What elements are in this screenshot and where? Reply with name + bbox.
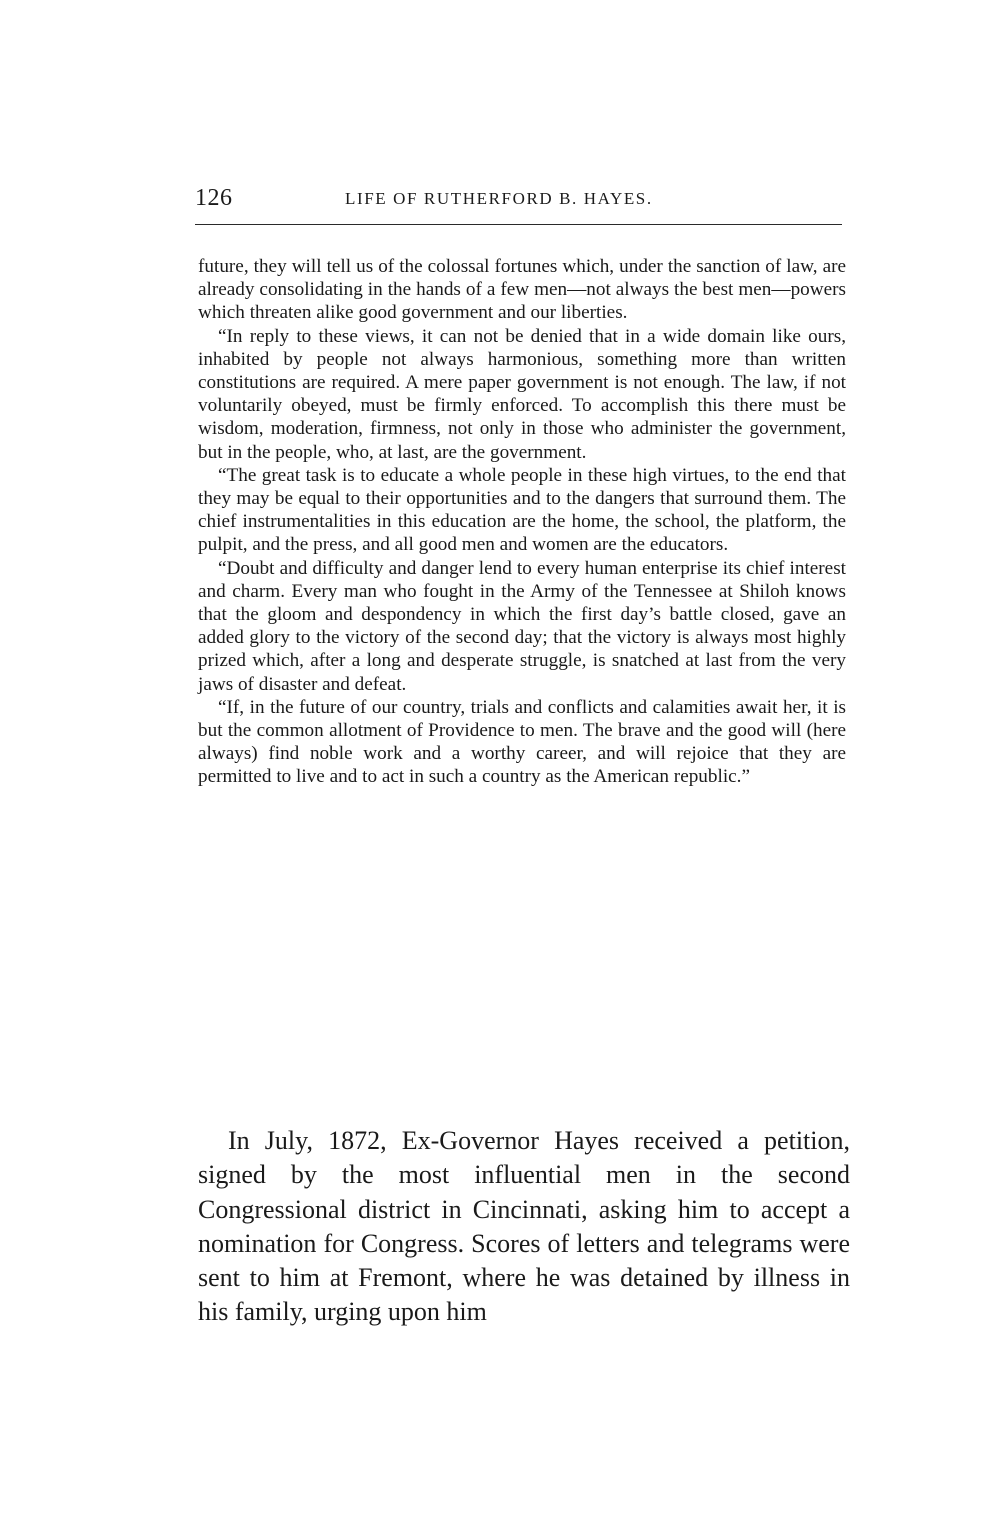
quote-paragraph: “The great task is to educate a whole people in these high virtues, to the end that they may be equal to their opportunities and to the dangers that surround them. The chief instrumentalities in this education are the home, the school, the platform, the pulpit, and the press, and all good men and women are the educators. bbox=[198, 464, 846, 556]
quoted-speech bbox=[198, 255, 846, 789]
body-paragraph: In July, 1872, Ex-Governor Hayes received a petition, signed by the most influential men in the second Congressional district in Cincinnati, asking him to accept a nomination for Congress. Scores of letters and telegrams were sent to him at Fremont, where he was detained by illness in his family, urging upon him bbox=[198, 1126, 850, 1327]
body-text bbox=[198, 1124, 850, 1330]
running-head bbox=[195, 183, 845, 217]
page-number: 126 bbox=[195, 185, 233, 211]
quote-paragraph: future, they will tell us of the colossal fortunes which, under the sanction of law, are already consolidating in the hands of a few men—not always the best men—powers which threaten alike good government and our liberties. bbox=[198, 256, 846, 324]
quote-paragraph: “If, in the future of our country, trials and conflicts and calamities await her, it is but the common allotment of Providence to men. The brave and the good will (here always) find noble work and a worthy career, and will rejoice that they are permitted to live and to act in such a country as the American republic.” bbox=[198, 696, 846, 788]
quote-paragraph: “In reply to these views, it can not be denied that in a wide domain like ours, inhabited by people not always harmonious, something more than written constitutions are required. A mere paper government is not enough. The law, if not voluntarily obeyed, must be firmly enforced. To accomplish this there must be wisdom, moderation, firmness, not only in those who administer the government, but in the people, who, at last, are the government. bbox=[198, 325, 846, 463]
header-rule bbox=[195, 224, 842, 225]
running-title: LIFE OF RUTHERFORD B. HAYES. bbox=[345, 189, 653, 208]
quote-paragraph: “Doubt and difficulty and danger lend to every human enterprise its chief interest and charm. Every man who fought in the Army of the Tennessee at Shiloh knows that the gloom and despondency in which the first day’s battle closed, gave an added glory to the victory of the second day; that the victory is always most highly prized which, after a long and desperate struggle, is snatched at last from the very jaws of disaster and defeat. bbox=[198, 557, 846, 695]
